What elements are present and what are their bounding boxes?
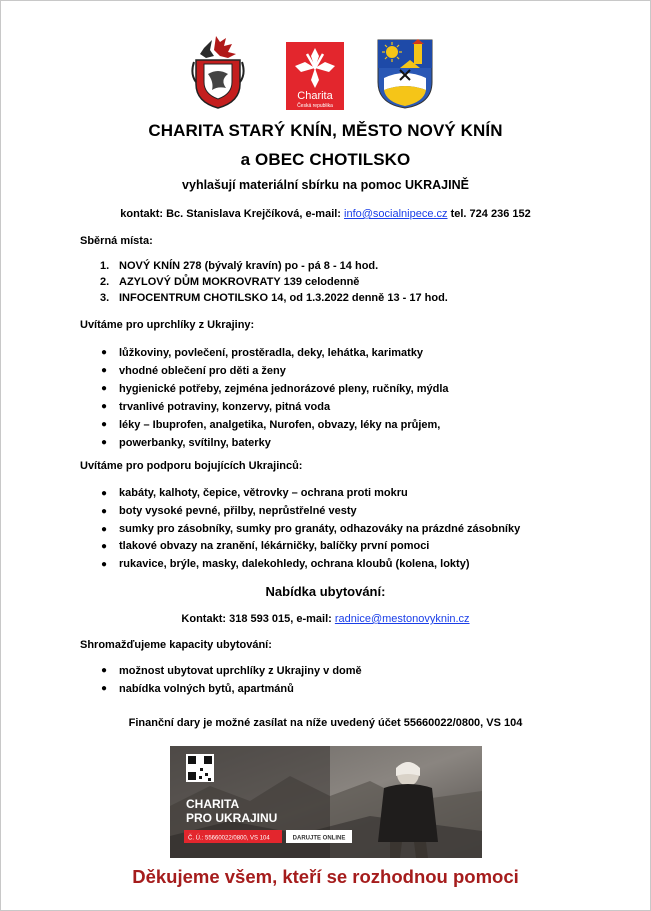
- svg-text:Charita: Charita: [297, 90, 333, 102]
- banner-account: Č. Ú.: 55660022/0800, VS 104: [188, 835, 270, 842]
- title-line-1: CHARITA STARÝ KNÍN, MĚSTO NOVÝ KNÍN: [148, 121, 503, 140]
- accommodation-label: Shromažďujeme kapacity ubytování:: [80, 639, 272, 651]
- banner-line-2: PRO UKRAJINU: [186, 811, 278, 825]
- list-item: ● rukavice, brýle, masky, dalekohledy, ochrana kloubů (kolena, lokty): [101, 558, 470, 571]
- list-item: ● léky – Ibuprofen, analgetika, Nurofen, obvazy, léky na průjem,: [101, 419, 441, 431]
- accommodation-contact-prefix: Kontakt: 318 593 015, e-mail:: [181, 613, 332, 625]
- accommodation-list: [100, 662, 362, 698]
- accommodation-email-link[interactable]: radnice@mestonovyknin.cz: [334, 613, 470, 625]
- contact-prefix: kontakt: Bc. Stanislava Krejčíková, e-mail:: [120, 208, 341, 220]
- title-line-2: a OBEC CHOTILSKO: [240, 150, 411, 169]
- banner-line-1: CHARITA: [186, 797, 240, 811]
- list-item: ● hygienické potřeby, zejména jednorázové pleny, ručníky, mýdla: [101, 383, 449, 395]
- banner-donate-label: DARUJTE ONLINE: [292, 835, 346, 842]
- list-item: ● kabáty, kalhoty, čepice, větrovky – ochrana proti mokru: [101, 487, 408, 499]
- subtitle: vyhlašují materiální sbírku na pomoc UKRAJINĚ: [182, 178, 469, 192]
- list-item: ● vhodné oblečení pro děti a ženy: [101, 365, 286, 377]
- refugees-label: Uvítáme pro uprchlíky z Ukrajiny:: [80, 319, 255, 331]
- contact-email-link[interactable]: info@socialnipece.cz: [344, 208, 448, 220]
- refugees-list: [100, 344, 449, 452]
- collection-list: [100, 258, 448, 306]
- fighters-label: Uvítáme pro podporu bojujících Ukrajinců:: [80, 460, 303, 472]
- coat-of-arms-icon: [190, 34, 246, 110]
- list-item: ● nabídka volných bytů, apartmánů: [101, 683, 294, 695]
- list-item: 1. NOVÝ KNÍN 278 (bývalý kravín) po - pá 8 - 14 hod.: [100, 260, 379, 272]
- accommodation-heading: Nabídka ubytování:: [265, 584, 386, 599]
- banner-photo: [170, 746, 482, 858]
- donation-note: Finanční dary je možné zasílat na níže uvedený účet 55660022/0800, VS 104: [128, 717, 523, 729]
- contact-line: [0, 208, 651, 220]
- list-item: ● sumky pro zásobníky, sumky pro granáty, odhazováky na prázdné zásobníky: [101, 522, 521, 535]
- list-item: 3. INFOCENTRUM CHOTILSKO 14, od 1.3.2022 denně 13 - 17 hod.: [100, 292, 448, 304]
- charity-banner: [170, 746, 482, 858]
- list-item: ● boty vysoké pevné, přilby, neprůstřelné vesty: [101, 504, 357, 517]
- contact-phone: tel. 724 236 152: [450, 208, 531, 220]
- list-item: ● trvanlivé potraviny, konzervy, pitná voda: [101, 401, 331, 413]
- collection-label: Sběrná místa:: [80, 235, 153, 247]
- fighters-list: [100, 485, 520, 574]
- chotilsko-emblem-icon: [376, 38, 434, 110]
- svg-text:Česká republika: Česká republika: [297, 103, 333, 109]
- list-item: 2. AZYLOVÝ DŮM MOKROVRATY 139 celodenně: [100, 276, 360, 288]
- list-item: ● tlakové obvazy na zranění, lékárničky, balíčky první pomoci: [101, 540, 430, 553]
- list-item: ● možnost ubytovat uprchlíky z Ukrajiny v domě: [101, 665, 362, 677]
- charita-logo-icon: [286, 42, 344, 110]
- list-item: ● powerbanky, svítilny, baterky: [101, 437, 271, 449]
- logo-row: [0, 34, 651, 112]
- accommodation-contact: [0, 613, 651, 625]
- thanks-line: Děkujeme všem, kteří se rozhodnou pomoci: [132, 866, 519, 887]
- list-item: ● lůžkoviny, povlečení, prostěradla, deky, lehátka, karimatky: [101, 347, 424, 359]
